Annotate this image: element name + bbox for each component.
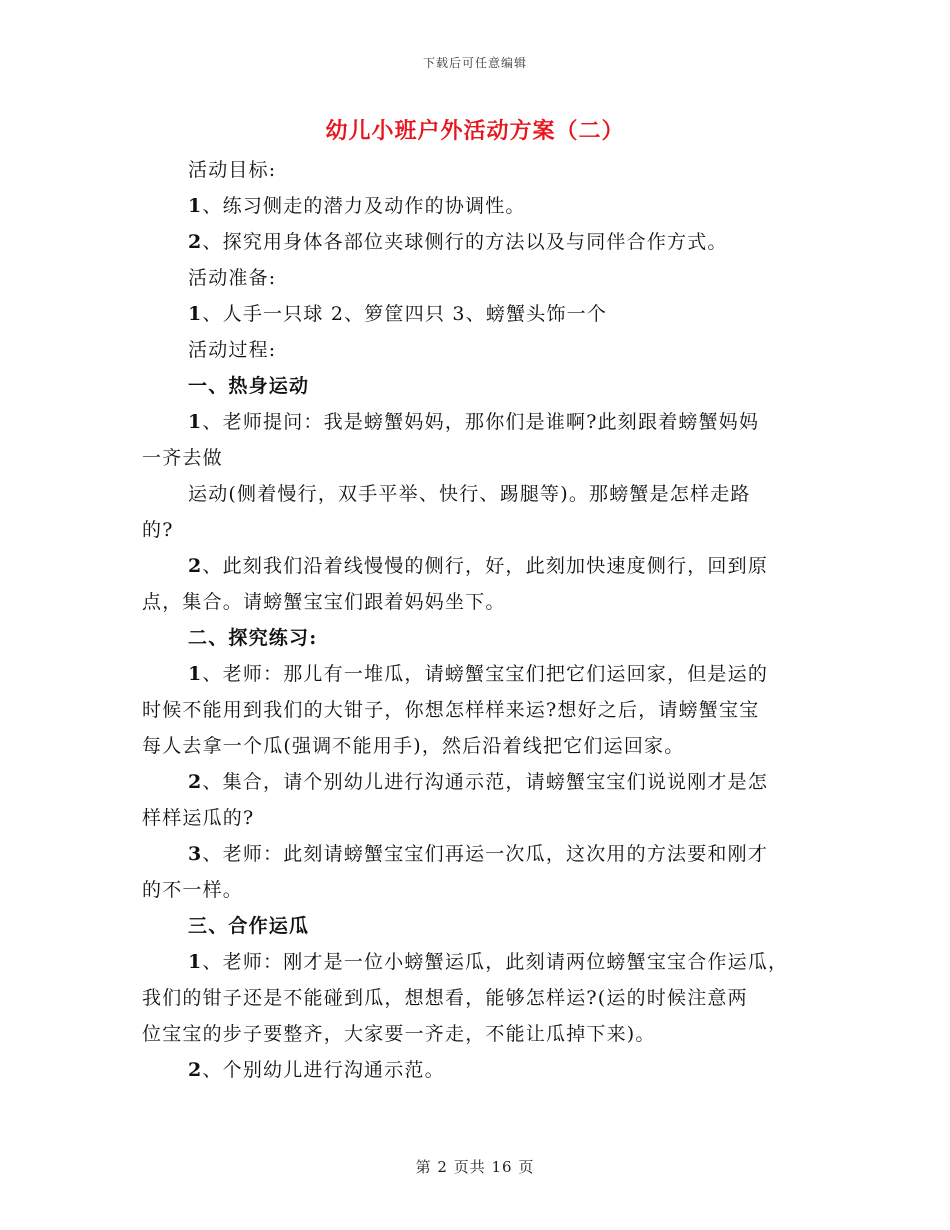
goal-item-1 bbox=[142, 188, 818, 224]
item-number: 1 bbox=[188, 951, 203, 973]
paragraph-line-text: 、老师：此刻请螃蟹宝宝们再运一次瓜，这次用的方法要和刚才 bbox=[202, 843, 769, 865]
item-number: 1 bbox=[188, 663, 203, 685]
section-heading-cooperate: 三、合作运瓜 bbox=[188, 915, 310, 937]
document-body bbox=[142, 152, 818, 1088]
goal-item-1-text: 、练习侧走的潜力及动作的协调性。 bbox=[202, 195, 526, 217]
paragraph-line: 的? bbox=[142, 519, 174, 541]
paragraph-line bbox=[142, 404, 818, 440]
item-number: 1 bbox=[188, 195, 203, 217]
paragraph-line-text: 、集合，请个别幼儿进行沟通示范，请螃蟹宝宝们说说刚才是怎 bbox=[202, 771, 769, 793]
preparation-item bbox=[142, 296, 818, 332]
paragraph-line bbox=[142, 656, 818, 692]
goal-item-2 bbox=[142, 224, 818, 260]
paragraph-line-text: 、老师：那儿有一堆瓜，请螃蟹宝宝们把它们运回家，但是运的 bbox=[202, 663, 769, 685]
section-label-preparation: 活动准备: bbox=[188, 267, 277, 289]
item-number: 2 bbox=[188, 555, 203, 577]
paragraph-line: 我们的钳子还是不能碰到瓜，想想看，能够怎样运?(运的时候注意两 bbox=[142, 987, 748, 1009]
page-number-footer: 第 2 页共 16 页 bbox=[415, 1158, 535, 1176]
paragraph-line: 每人去拿一个瓜(强调不能用手)，然后沿着线把它们运回家。 bbox=[142, 735, 685, 757]
paragraph-line bbox=[142, 548, 818, 584]
item-number: 1 bbox=[188, 411, 203, 433]
page-header-note: 下载后可任意编辑 bbox=[422, 56, 527, 70]
paragraph-line: 样样运瓜的? bbox=[142, 807, 255, 829]
paragraph-line bbox=[142, 764, 818, 800]
preparation-item-text: 、人手一只球 2、箩筐四只 3、螃蟹头饰一个 bbox=[202, 303, 608, 325]
paragraph-line bbox=[142, 944, 818, 980]
item-number: 2 bbox=[188, 1059, 203, 1081]
paragraph-line: 运动(侧着慢行，双手平举、快行、踢腿等)。那螃蟹是怎样走路 bbox=[188, 483, 751, 505]
paragraph-line-text: 、此刻我们沿着线慢慢的侧行，好，此刻加快速度侧行，回到原 bbox=[202, 555, 769, 577]
section-label-goals: 活动目标: bbox=[188, 159, 277, 181]
paragraph-line: 点，集合。请螃蟹宝宝们跟着妈妈坐下。 bbox=[142, 591, 506, 613]
paragraph-line bbox=[142, 1052, 818, 1088]
goal-item-2-text: 、探究用身体各部位夹球侧行的方法以及与同伴合作方式。 bbox=[202, 231, 728, 253]
section-heading-warmup: 一、热身运动 bbox=[188, 375, 310, 397]
document-title: 幼儿小班户外活动方案（二） bbox=[325, 118, 625, 144]
paragraph-line-text: 、个别幼儿进行沟通示范。 bbox=[202, 1059, 445, 1081]
paragraph-line: 时候不能用到我们的大钳子，你想怎样样来运?想好之后，请螃蟹宝宝 bbox=[142, 699, 760, 721]
item-number: 3 bbox=[188, 843, 203, 865]
section-heading-explore: 二、探究练习: bbox=[188, 627, 318, 649]
paragraph-line: 一齐去做 bbox=[142, 447, 223, 469]
item-number: 2 bbox=[188, 771, 203, 793]
paragraph-line-text: 、老师：刚才是一位小螃蟹运瓜，此刻请两位螃蟹宝宝合作运瓜， bbox=[202, 951, 789, 973]
section-label-process: 活动过程: bbox=[188, 339, 277, 361]
paragraph-line-text: 、老师提问：我是螃蟹妈妈，那你们是谁啊?此刻跟着螃蟹妈妈 bbox=[202, 411, 760, 433]
paragraph-line: 的不一样。 bbox=[142, 879, 244, 901]
item-number: 2 bbox=[188, 231, 203, 253]
paragraph-line bbox=[142, 836, 818, 872]
paragraph-line: 位宝宝的步子要整齐，大家要一齐走，不能让瓜掉下来)。 bbox=[142, 1023, 656, 1045]
item-number: 1 bbox=[188, 303, 203, 325]
